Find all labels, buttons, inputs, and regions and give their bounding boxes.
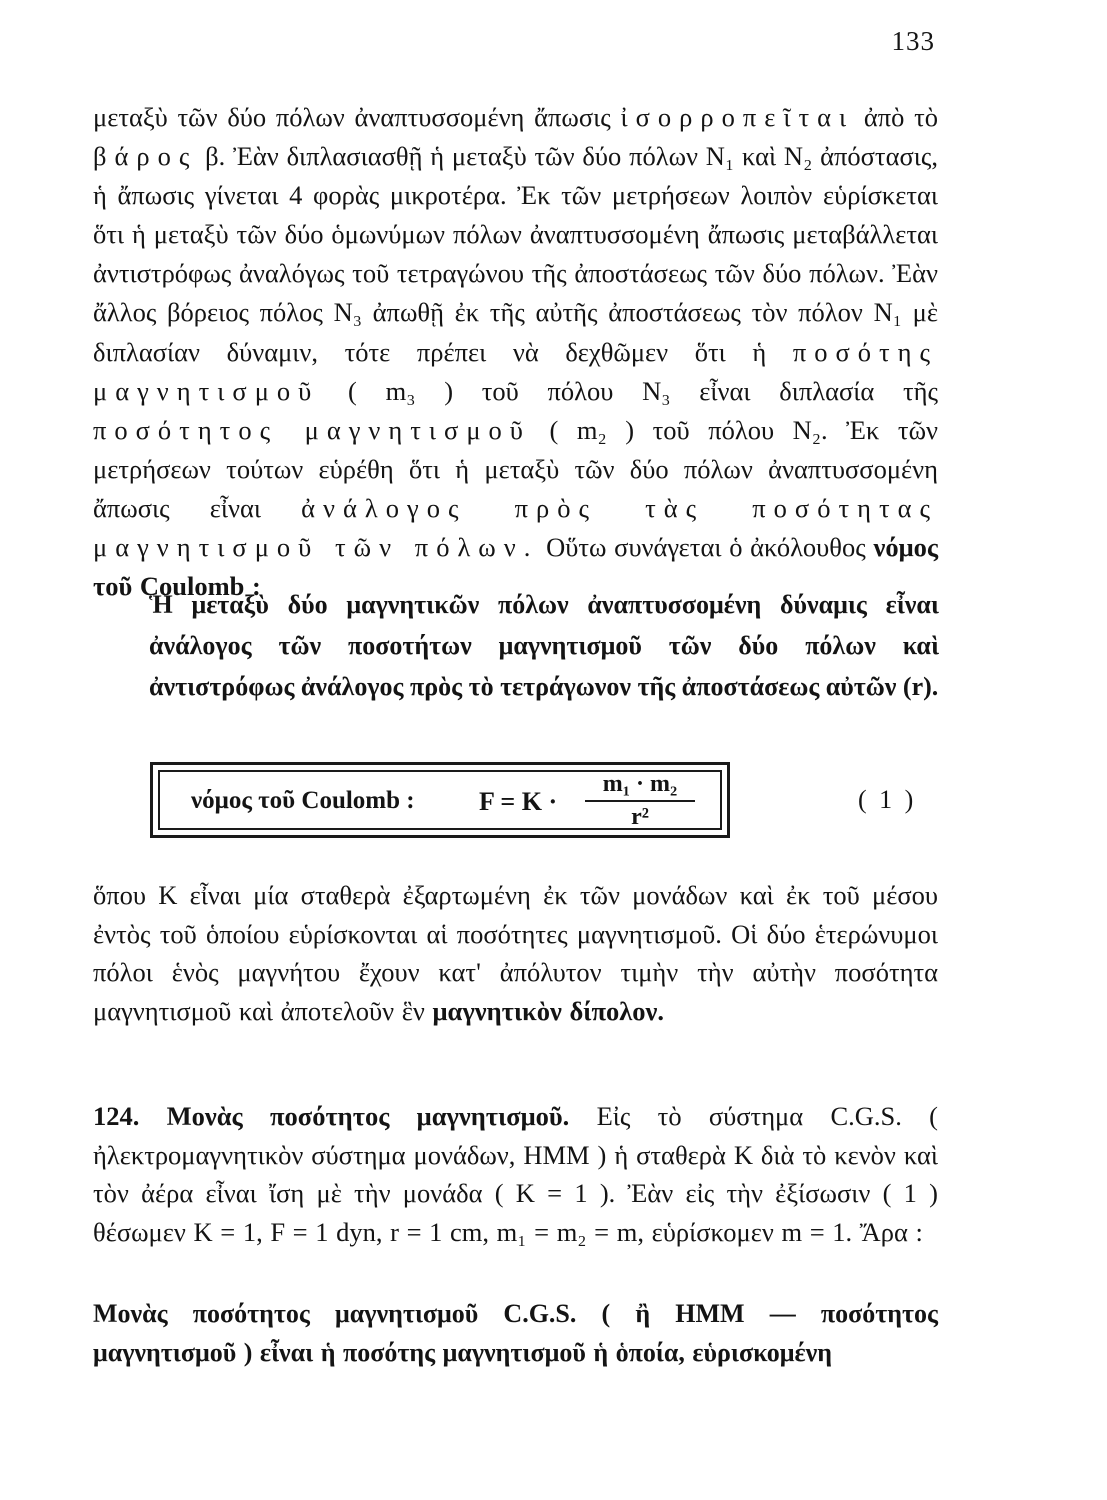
spaced-emphasis: ποσότητος μαγνητισμοῦ <box>93 414 531 445</box>
section-124 <box>93 1097 938 1251</box>
page-number: 133 <box>891 26 935 56</box>
equation-label: νόμος τοῦ Coulomb : <box>191 787 415 814</box>
bold-term-coulomb-law: νόμος τοῦ Coulomb : <box>93 532 939 602</box>
spaced-emphasis: ἰσορροπεῖται <box>620 102 855 132</box>
text-run: Οὕτω συνάγεται ὁ ἀκόλουθος <box>546 532 866 563</box>
text-run: ὅπου K εἶναι μία σταθερὰ ἐξαρτωμένη ἐκ τῶν μονάδων καὶ ἐκ τοῦ μέσου ἐντὸς τοῦ ὁποίου εὑρίσκονται αἱ ποσότητες μαγνητισμοῦ. Οἱ δύο ἑτερώνυμοι πόλοι ἑνὸς μαγνήτου ἔχουν κατ' ἀπόλυτον τιμὴν τὴν αὐτὴν ποσότητα μαγνητισμοῦ καὶ ἀποτελοῦν ἓν <box>93 880 938 1027</box>
equation-lhs: F = K · <box>479 787 558 816</box>
text-run: ( m₂ ) τοῦ πόλου N₂. Ἐκ τῶν μετρήσεων τούτων εὑρέθη ὅτι ἡ μεταξὺ τῶν δύο πόλων ἀναπτυσσομένη ἄπωσις εἶναι <box>93 414 938 523</box>
spaced-emphasis: ποσότης μαγνητισμοῦ <box>93 336 939 406</box>
fraction-numerator: m₁ · m₂ <box>585 769 695 802</box>
text-run: ( m₃ ) τοῦ πόλου N₃ εἶναι διπλασία τῆς <box>348 375 939 406</box>
spaced-emphasis: βάρος <box>93 141 198 172</box>
coulomb-law-statement: Ἡ μεταξὺ δύο μαγνητικῶν πόλων ἀναπτυσσομένη δύναμις εἶναι ἀνάλογος τῶν ποσοτήτων μαγνητισμοῦ τῶν δύο πόλων καὶ ἀντιστρόφως ἀνάλογος πρὸς τὸ τετράγωνον τῆς ἀποστάσεως αὐτῶν (r). <box>149 590 939 701</box>
equation-fraction <box>585 769 695 832</box>
text-run: μεταξὺ τῶν δύο πόλων ἀναπτυσσομένη ἄπωσις <box>93 102 611 132</box>
section-body: Εἰς τὸ σύστημα C.G.S. ( ἠλεκτρομαγνητικὸν σύστημα μονάδων, HMM ) ἡ σταθερὰ K διὰ τὸ κενὸν καὶ τὸν ἀέρα εἶναι ἴση μὲ τὴν μονάδα ( K = 1 ). Ἐὰν εἰς τὴν ἐξίσωσιν ( 1 ) θέσωμεν K = 1, F = 1 dyn, r = 1 cm, m₁ = m₂ = m, εὑρίσκομεν m = 1. Ἄρα : <box>93 1101 938 1247</box>
bold-term-dipole: μαγνητικὸν δίπολον. <box>432 996 664 1027</box>
coulomb-equation-box <box>150 762 730 838</box>
equation-number: ( 1 ) <box>858 785 917 814</box>
spaced-emphasis: ἀνάλογος πρὸς τὰς ποσότητας μαγνητισμοῦ τῶν πόλων. <box>93 492 938 563</box>
text-run: ἀπὸ τὸ <box>863 102 938 132</box>
paragraph-repulsion-measurements <box>93 98 938 606</box>
fraction-denominator: r² <box>631 804 649 830</box>
section-title: 124. Μονὰς ποσότητος μαγνητισμοῦ. <box>93 1101 570 1131</box>
text-run: β. Ἐὰν διπλασιασθῇ ἡ μεταξὺ τῶν δύο πόλων N₁ καὶ N₂ ἀπόστασις, ἡ ἄπωσις γίνεται 4 φορὰς μικροτέρα. Ἐκ τῶν μετρήσεων λοιπὸν εὑρίσκεται ὅτι ἡ μεταξὺ τῶν δύο ὁμωνύμων πόλων ἀναπτυσσομένη ἄπωσις μεταβάλλεται ἀντιστρόφως ἀναλόγως τοῦ τετραγώνου τῆς ἀποστάσεως τῶν δύο πόλων. Ἐὰν ἄλλος βόρειος πόλος N₃ ἀπωθῇ ἐκ τῆς αὐτῆς ἀποστάσεως τὸν πόλον N₁ μὲ διπλασίαν δύναμιν, τότε πρέπει νὰ δεχθῶμεν ὅτι ἡ <box>93 141 938 367</box>
unit-definition: Μονὰς ποσότητος μαγνητισμοῦ C.G.S. ( ἢ HMM — ποσότητος μαγνητισμοῦ ) εἶναι ἡ ποσότης μαγνητισμοῦ ἡ ὁποία, εὑρισκομένη <box>93 1299 938 1367</box>
paragraph-constant-k <box>93 876 938 1031</box>
